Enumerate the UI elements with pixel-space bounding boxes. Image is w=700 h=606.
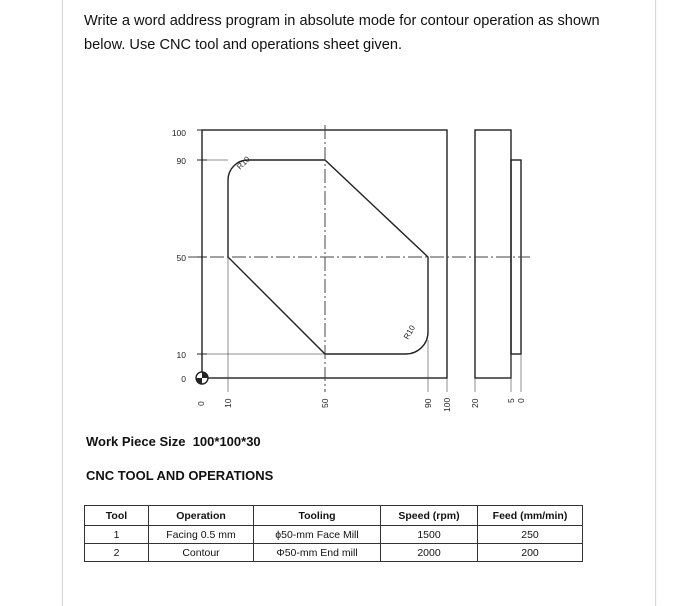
cell-feed: 200 xyxy=(478,544,583,562)
bottom-tick-90: 90 xyxy=(423,398,433,408)
left-tick-100: 100 xyxy=(171,128,186,138)
radius-label-bottom: R10 xyxy=(401,323,418,341)
side-view-body xyxy=(475,130,511,378)
cell-tool: 1 xyxy=(85,526,149,544)
cell-feed: 250 xyxy=(478,526,583,544)
cell-tooling: ϕ50-mm Face Mill xyxy=(254,526,381,544)
left-tick-0: 0 xyxy=(181,374,186,384)
left-tick-10: 10 xyxy=(176,350,186,360)
side-tick-0: 0 xyxy=(516,398,526,403)
cell-speed: 1500 xyxy=(381,526,478,544)
header-tool: Tool xyxy=(85,506,149,526)
workpiece-size: Work Piece Size 100*100*30 xyxy=(86,434,261,449)
cell-tool: 2 xyxy=(85,544,149,562)
header-operation: Operation xyxy=(149,506,254,526)
table-header-row xyxy=(85,506,583,526)
bottom-tick-100: 100 xyxy=(442,397,452,412)
radius-label-top: R10 xyxy=(235,154,252,172)
bottom-tick-50: 50 xyxy=(320,398,330,408)
cell-speed: 2000 xyxy=(381,544,478,562)
tool-operations-table xyxy=(84,505,583,562)
left-tick-50: 50 xyxy=(176,253,186,263)
table-row xyxy=(85,526,583,544)
tool-sheet-heading: CNC TOOL AND OPERATIONS xyxy=(86,468,274,483)
cell-operation: Contour xyxy=(149,544,254,562)
side-tick-5: 5 xyxy=(506,398,516,403)
cell-tooling: Φ50-mm End mill xyxy=(254,544,381,562)
bottom-tick-10: 10 xyxy=(223,398,233,408)
left-tick-90: 90 xyxy=(176,156,186,166)
header-speed: Speed (rpm) xyxy=(381,506,478,526)
header-feed: Feed (mm/min) xyxy=(478,506,583,526)
origin-symbol-icon xyxy=(196,372,208,384)
side-tick-20: 20 xyxy=(470,398,480,408)
question-text: Write a word address program in absolute mode for contour operation as shown below. Use CNC tool and operations sheet given. xyxy=(84,13,600,53)
header-tooling: Tooling xyxy=(254,506,381,526)
bottom-tick-0: 0 xyxy=(196,401,206,406)
table-row xyxy=(85,544,583,562)
cell-operation: Facing 0.5 mm xyxy=(149,526,254,544)
